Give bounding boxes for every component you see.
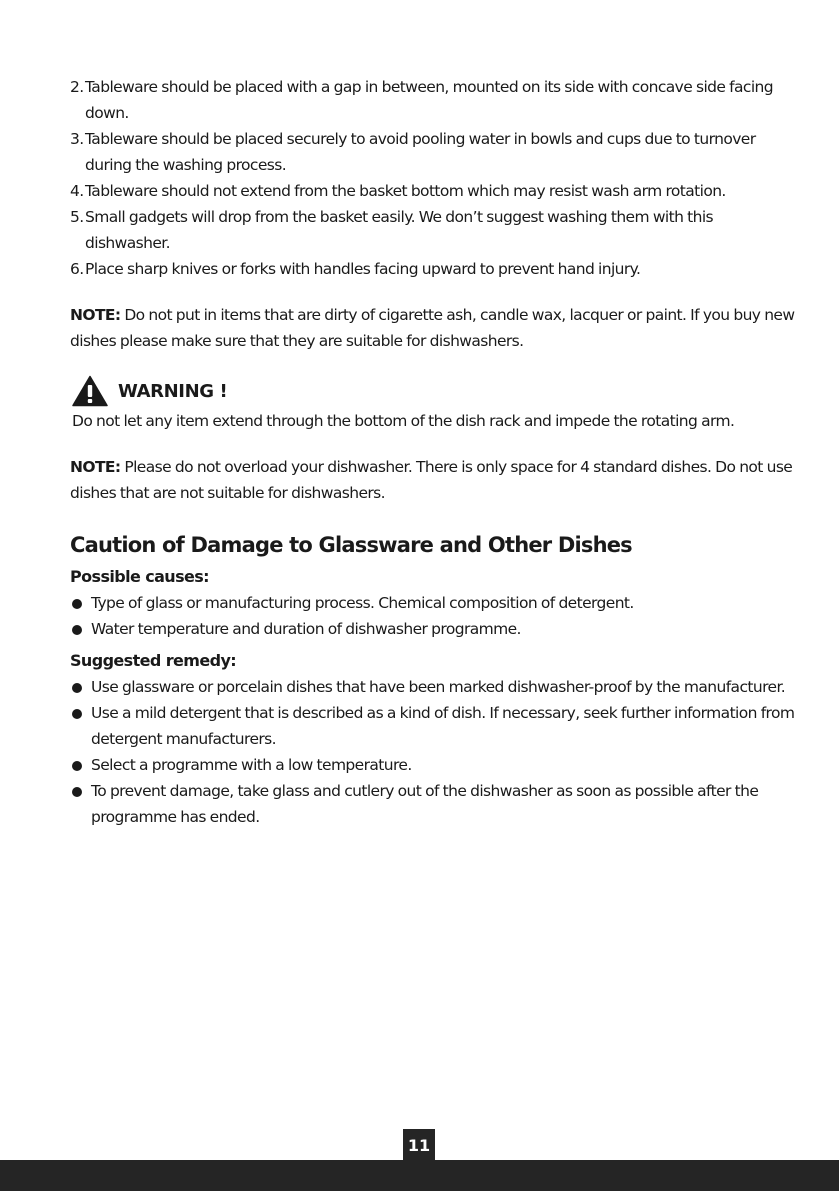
warning-triangle-icon — [72, 375, 108, 407]
note-text: Please do not overload your dishwasher. There is only space for 4 standard dishes. Do not use dishes that are not suitable for dishwashers. — [70, 458, 793, 502]
list-item-text: Tableware should not extend from the basket bottom which may resist wash arm rotation. — [85, 182, 726, 200]
note-label: NOTE: — [70, 306, 121, 324]
list-item-text: Tableware should be placed securely to avoid pooling water in bowls and cups due to turnover during the washing process. — [85, 130, 756, 174]
list-item-text: Water temperature and duration of dishwasher programme. — [91, 620, 521, 638]
list-item — [70, 74, 800, 126]
warning-heading — [70, 374, 800, 408]
list-number: 4. — [70, 182, 84, 200]
list-item-text: Place sharp knives or forks with handles facing upward to prevent hand injury. — [85, 260, 641, 278]
bullet-dot-icon — [72, 599, 82, 609]
note-text: Do not put in items that are dirty of cigarette ash, candle wax, lacquer or paint. If you buy new dishes please make sure that they are suitable for dishwashers. — [70, 306, 795, 350]
page-content — [70, 74, 800, 830]
page-number: 11 — [403, 1129, 435, 1161]
list-item — [70, 256, 800, 282]
placement-instructions-list — [70, 74, 800, 282]
list-item-text: Type of glass or manufacturing process. Chemical composition of detergent. — [91, 594, 634, 612]
note-dirty-items — [70, 302, 800, 354]
list-item — [70, 700, 800, 752]
list-number: 6. — [70, 260, 84, 278]
list-item-text: Use a mild detergent that is described as a kind of dish. If necessary, seek further information from detergent manufacturers. — [91, 704, 795, 748]
footer-bar — [0, 1160, 839, 1191]
note-label: NOTE: — [70, 458, 121, 476]
list-number: 5. — [70, 208, 84, 226]
list-item — [70, 674, 800, 700]
list-item-text: Use glassware or porcelain dishes that have been marked dishwasher-proof by the manufacturer. — [91, 678, 786, 696]
list-number: 3. — [70, 130, 84, 148]
list-item — [70, 778, 800, 830]
list-item — [70, 616, 800, 642]
list-number: 2. — [70, 78, 84, 96]
list-item-text: Small gadgets will drop from the basket easily. We don’t suggest washing them with this dishwasher. — [85, 208, 714, 252]
warning-text: Do not let any item extend through the bottom of the dish rack and impede the rotating arm. — [72, 412, 735, 430]
list-item-text: Select a programme with a low temperature. — [91, 756, 412, 774]
list-item — [70, 590, 800, 616]
list-item — [70, 126, 800, 178]
possible-causes-list — [70, 590, 800, 642]
bullet-dot-icon — [72, 709, 82, 719]
bullet-dot-icon — [72, 761, 82, 771]
bullet-dot-icon — [72, 625, 82, 635]
list-item — [70, 204, 800, 256]
warning-title: WARNING ! — [118, 380, 228, 402]
list-item-text: Tableware should be placed with a gap in between, mounted on its side with concave side facing down. — [85, 78, 774, 122]
bullet-dot-icon — [72, 683, 82, 693]
note-overload — [70, 454, 800, 506]
bullet-dot-icon — [72, 787, 82, 797]
possible-causes-heading: Possible causes: — [70, 567, 209, 586]
suggested-remedy-heading: Suggested remedy: — [70, 651, 237, 670]
list-item-text: To prevent damage, take glass and cutlery out of the dishwasher as soon as possible after the programme has ended. — [91, 782, 759, 826]
list-item — [70, 752, 800, 778]
suggested-remedy-list — [70, 674, 800, 830]
list-item — [70, 178, 800, 204]
section-title: Caution of Damage to Glassware and Other Dishes — [70, 533, 632, 557]
